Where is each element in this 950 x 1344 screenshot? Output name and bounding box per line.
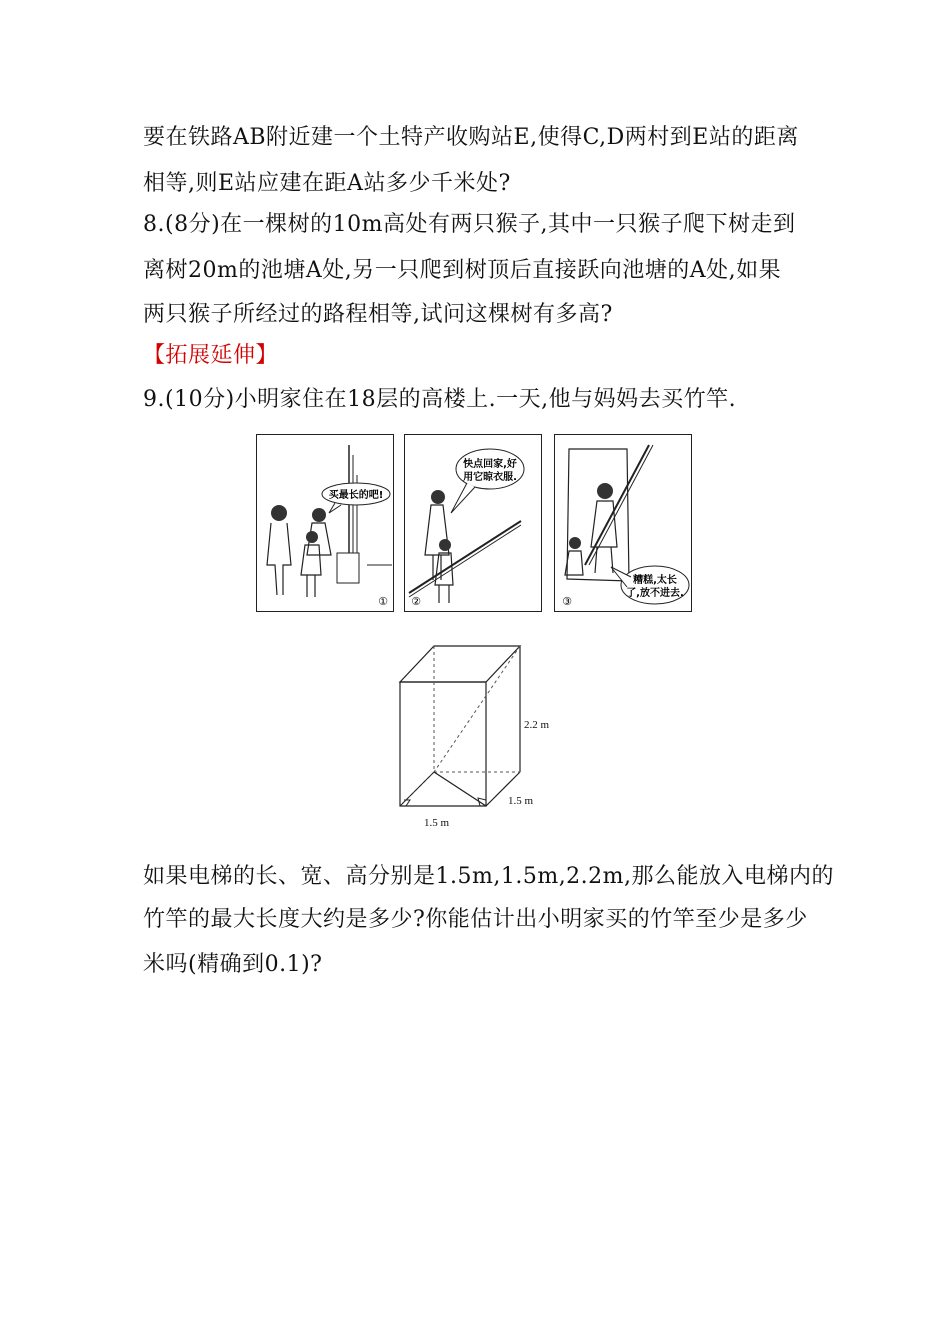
comic-panel-2 [404, 434, 542, 612]
panel-3-number: ③ [562, 595, 572, 608]
comic-panel-2-illustration [405, 435, 541, 611]
section-heading: 【拓展延伸】 [143, 343, 279, 368]
panel-3-speech-line-2: 了,放不进去. [626, 588, 684, 599]
comic-panel-1 [256, 434, 394, 612]
height-label: 2.2 m [524, 719, 550, 731]
question-9-line-2: 如果电梯的长、宽、高分别是1.5m,1.5m,2.2m,那么能放入电梯内的 [143, 864, 835, 889]
question-9-line-1: 9.(10分)小明家住在18层的高楼上.一天,他与妈妈去买竹竿. [143, 387, 737, 412]
question-9-line-3: 竹竿的最大长度大约是多少?你能估计出小明家买的竹竿至少是多少 [143, 907, 808, 932]
panel-2-speech-line-2: 用它晾衣服. [463, 472, 517, 483]
comic-panel-3 [554, 434, 692, 612]
elevator-box-diagram [392, 640, 572, 836]
question-8-line-1: 8.(8分)在一棵树的10m高处有两只猴子,其中一只猴子爬下树走到 [143, 212, 796, 237]
panel-2-number: ② [411, 595, 421, 608]
length-label: 1.5 m [424, 817, 450, 829]
comic-panel-3-illustration [555, 435, 691, 611]
panel-1-number: ① [378, 595, 388, 608]
comic-panel-1-illustration [257, 435, 393, 611]
panel-2-speech-line-1: 快点回家,好 [463, 459, 517, 470]
question-8-line-2: 离树20m的池塘A处,另一只爬到树顶后直接跃向池塘的A处,如果 [143, 258, 782, 283]
line-1: 要在铁路AB附近建一个土特产收购站E,使得C,D两村到E站的距离 [143, 125, 799, 150]
panel-1-speech: 买最长的吧! [328, 490, 384, 501]
width-label: 1.5 m [508, 795, 534, 807]
line-2: 相等,则E站应建在距A站多少千米处? [143, 171, 511, 196]
question-9-line-4: 米吗(精确到0.1)? [143, 952, 323, 977]
panel-3-speech-line-1: 糟糕,太长 [633, 575, 677, 586]
question-8-line-3: 两只猴子所经过的路程相等,试问这棵树有多高? [143, 302, 613, 327]
